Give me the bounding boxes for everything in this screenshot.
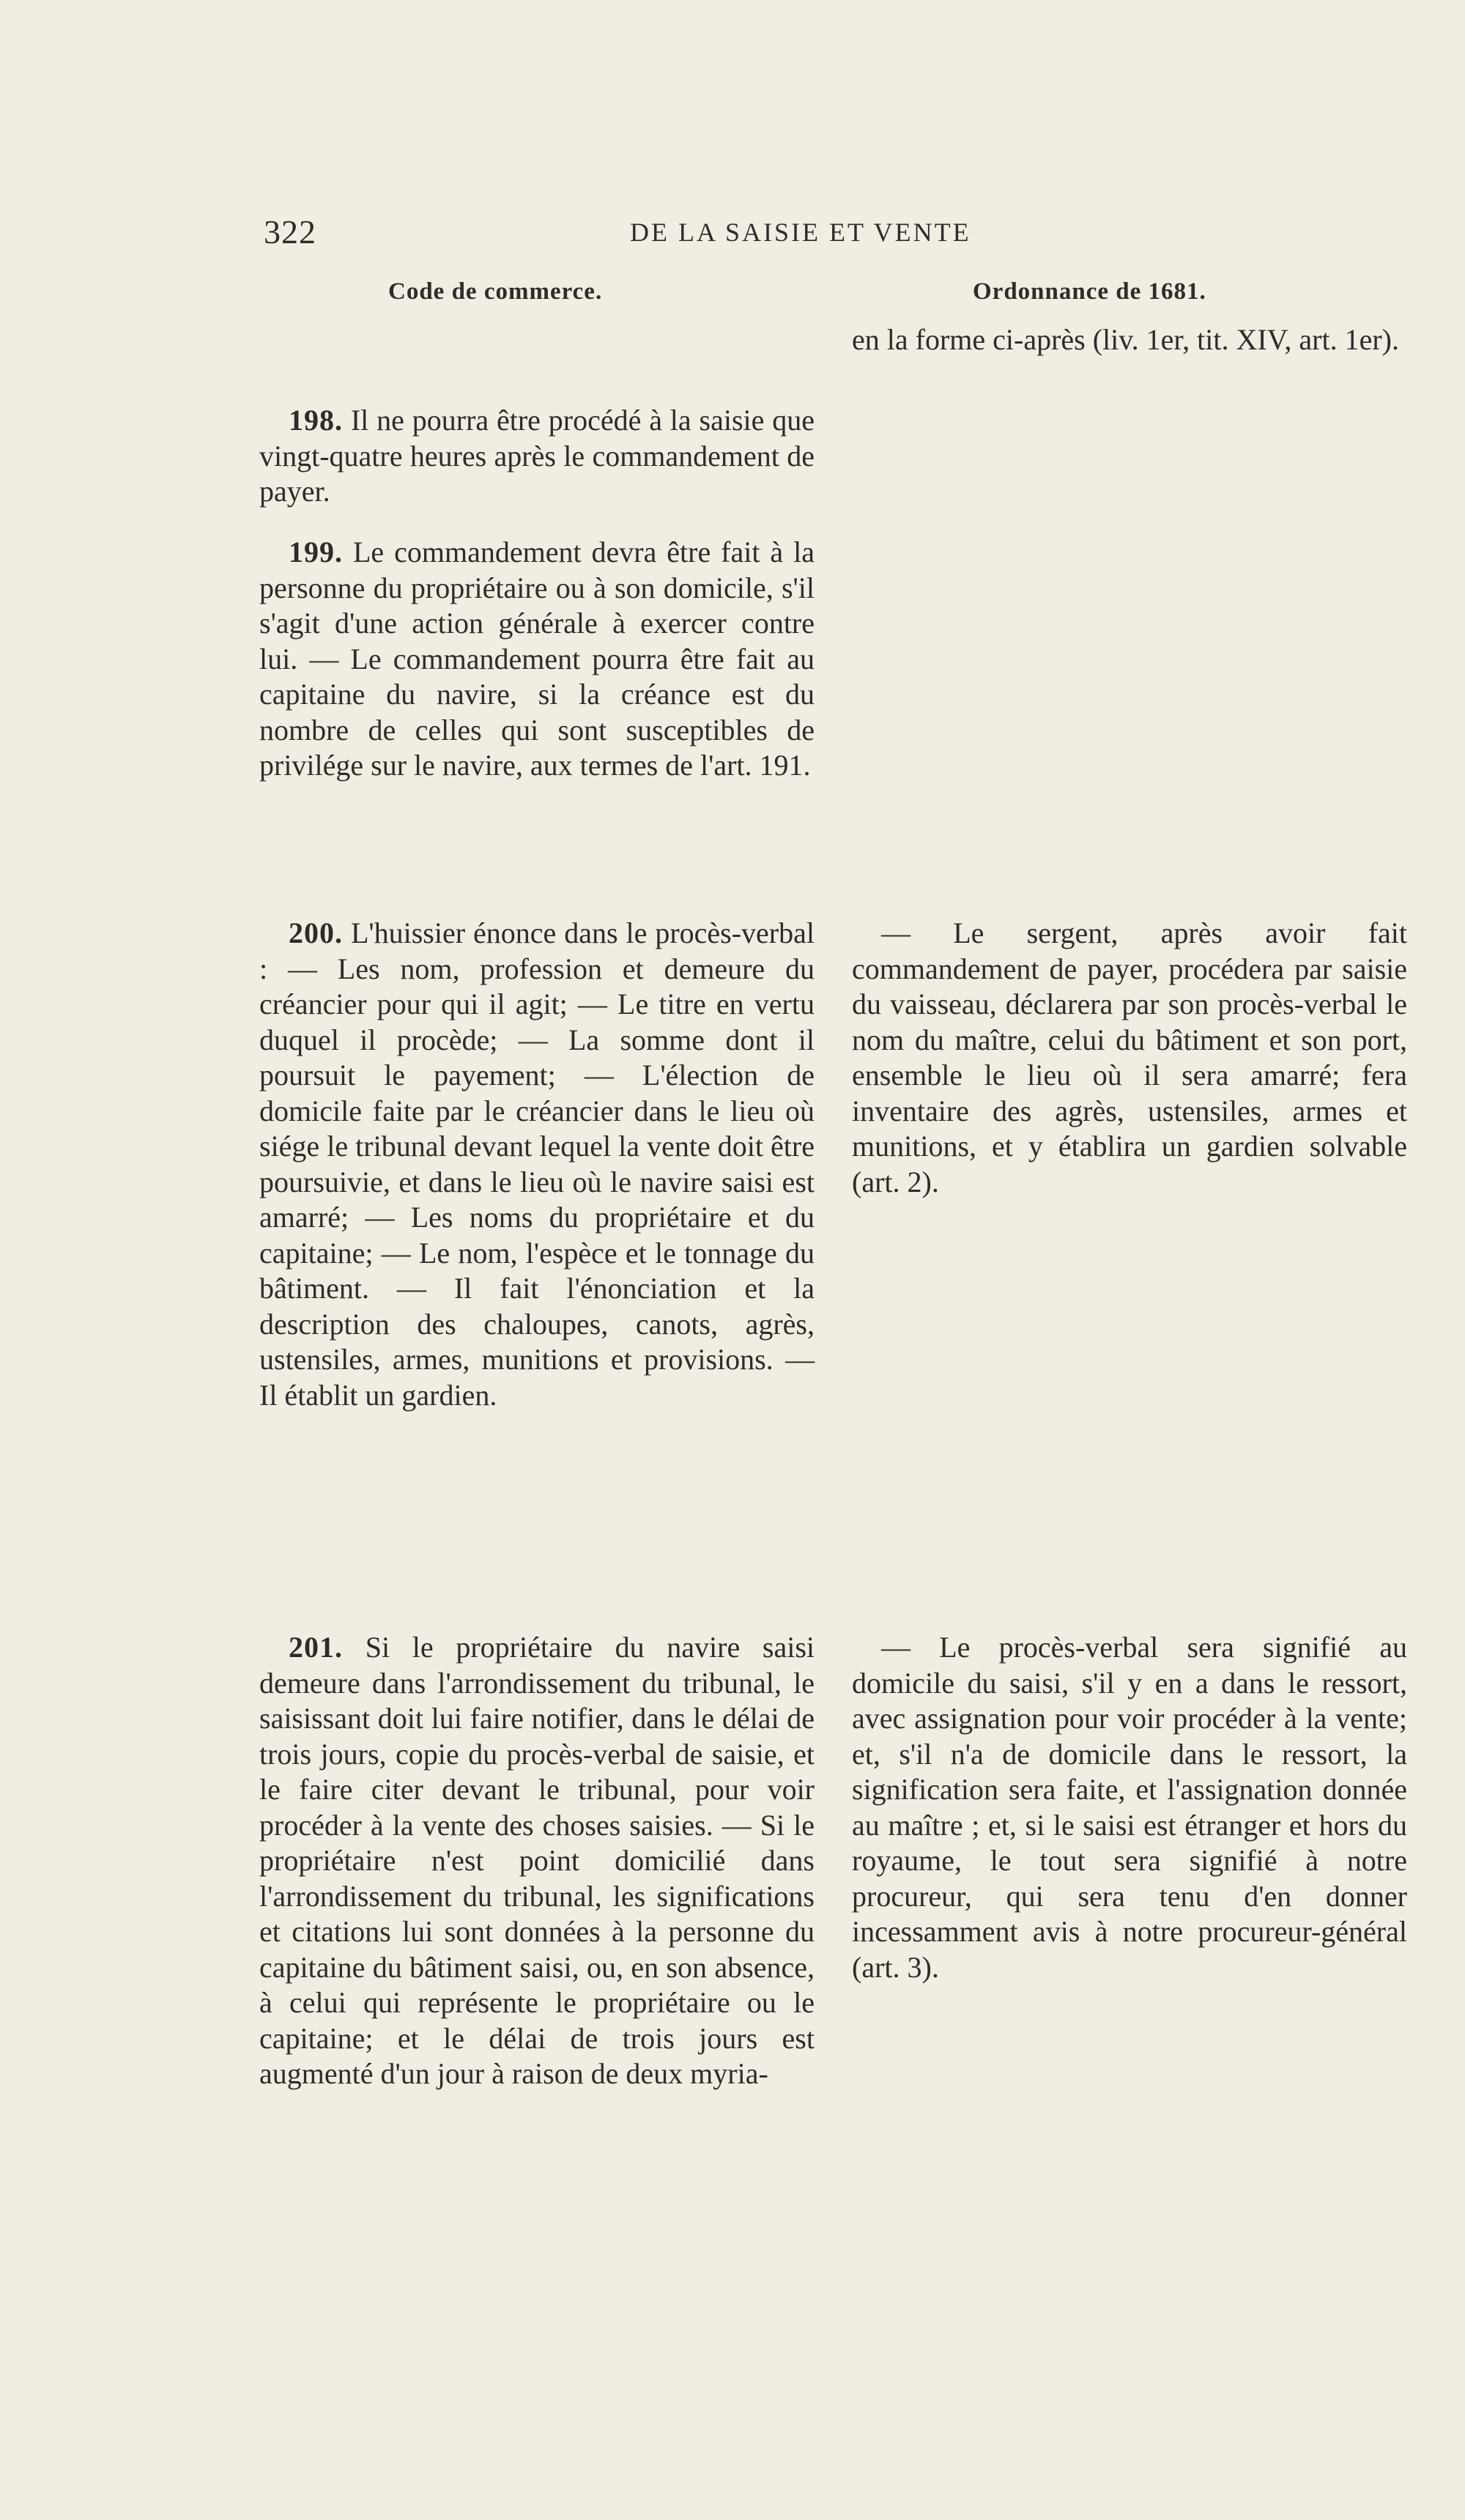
- article-text: Le commandement devra être fait à la personne du propriétaire ou à son domicile, s'il s'agit d'une action générale à exercer contre lui. — Le commandement pourra être fait au capitaine du navire, si la créance est du nombre de celles qui sont susceptibles de privilége sur le navire, aux termes de l'art. 191.: [259, 536, 815, 782]
- ordonnance-intro: [852, 322, 1407, 358]
- article-199: [259, 535, 815, 784]
- article-number: 198.: [289, 404, 343, 437]
- page-number: 322: [264, 213, 316, 251]
- running-head: [264, 212, 1318, 256]
- article-200: [259, 916, 815, 1413]
- article-number: 200.: [289, 916, 343, 949]
- article-number: 199.: [289, 536, 343, 568]
- running-title: DE LA SAISIE ET VENTE: [630, 218, 971, 247]
- article-198: [259, 403, 815, 510]
- left-column-heading: Code de commerce.: [388, 278, 603, 305]
- article-text: L'huissier énonce dans le procès-verbal : — Les nom, profession et demeure du créancier pour qui il agit; — Le titre en vertu duquel il procède; — La somme dont il poursuit le payement; — L'élection de domicile faite par le créancier dans le lieu où siége le tribunal devant lequel la vente doit être poursuivie, et dans le lieu où le navire saisi est amarré; — Les noms du propriétaire et du capitaine; — Le nom, l'espèce et le tonnage du bâtiment. — Il fait l'énonciation et la description des chaloupes, canots, agrès, ustensiles, armes, munitions et provisions. — Il établit un gardien.: [259, 916, 815, 1412]
- article-201: [259, 1630, 815, 2092]
- ordonnance-art-3-text: — Le procès-verbal sera signifié au domicile du saisi, s'il y en a dans le ressort, avec assignation pour voir procéder à la vente; et, s'il n'a de domicile dans le ressort, la signification sera faite, et l'assignation donnée au maître ; et, si le saisi est étranger et hors du royaume, le tout sera signifié à notre procureur, qui sera tenu d'en donner incessamment avis à notre procureur-général (art. 3).: [852, 1631, 1407, 1984]
- article-text: Si le propriétaire du navire saisi demeure dans l'arrondissement du tribunal, le saisissant doit lui faire notifier, dans le délai de trois jours, copie du procès-verbal de saisie, et le faire citer devant le tribunal, pour voir procéder à la vente des choses saisies. — Si le propriétaire n'est point domicilié dans l'arrondissement du tribunal, les significations et citations lui sont données à la personne du capitaine du bâtiment saisi, ou, en son absence, à celui qui représente le propriétaire ou le capitaine; et le délai de trois jours est augmenté d'un jour à raison de deux myria-: [259, 1631, 815, 2090]
- ordonnance-intro-text: en la forme ci-après (liv. 1er, tit. XIV, art. 1er).: [852, 323, 1399, 356]
- article-text: Il ne pourra être procédé à la saisie que vingt-quatre heures après le commandement de payer.: [259, 404, 815, 508]
- right-column-heading: Ordonnance de 1681.: [973, 278, 1206, 305]
- ordonnance-art-2-text: — Le sergent, après avoir fait commandement de payer, procédera par saisie du vaisseau, déclarera par son procès-verbal le nom du maître, celui du bâtiment et son port, ensemble le lieu où il sera amarré; fera inventaire des agrès, ustensiles, armes et munitions, et y établira un gardien solvable (art. 2).: [852, 916, 1407, 1198]
- article-number: 201.: [289, 1631, 343, 1664]
- ordonnance-art-2: [852, 916, 1407, 1200]
- ordonnance-art-3: [852, 1630, 1407, 1985]
